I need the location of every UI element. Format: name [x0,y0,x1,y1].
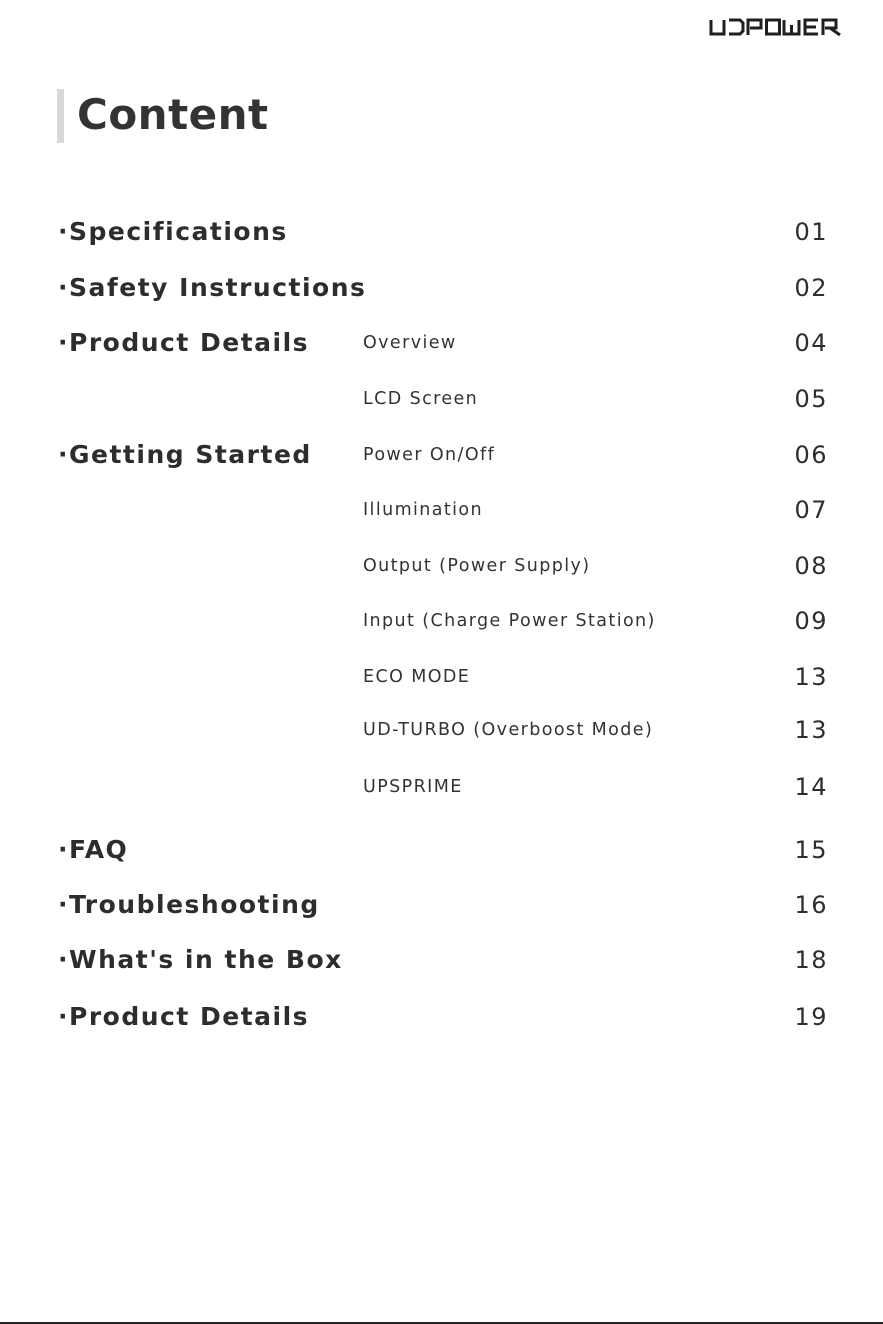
toc-section-title: ·Product Details [58,328,310,357]
toc-row [0,769,883,805]
toc-page-number: 18 [794,946,828,974]
toc-page-number: 02 [794,274,828,302]
toc-page-number: 08 [794,552,828,580]
toc-row [0,437,883,473]
toc-section-title: ·What's in the Box [58,945,343,974]
toc-row [0,548,883,584]
toc-page-number: 07 [794,496,828,524]
toc-subsection-title: Power On/Off [363,445,496,465]
toc-page-number: 13 [794,663,828,691]
toc-row [0,887,883,923]
toc-subsection-title: Output (Power Supply) [363,556,591,576]
toc-page-number: 13 [794,716,828,744]
toc-page-number: 01 [794,218,828,246]
toc-section-title: ·FAQ [58,835,129,864]
toc-row [0,999,883,1035]
toc-page-number: 19 [794,1003,828,1031]
toc-subsection-title: Overview [363,333,457,353]
toc-row [0,270,883,306]
toc-row [0,659,883,695]
toc-row [0,603,883,639]
toc-row [0,214,883,250]
toc-page-number: 06 [794,441,828,469]
toc-page-number: 05 [794,385,828,413]
toc-subsection-title: UD-TURBO (Overboost Mode) [363,720,654,740]
toc-subsection-title: Input (Charge Power Station) [363,611,656,631]
page-title: Content [77,90,269,139]
toc-section-title: ·Specifications [58,217,288,246]
toc-row [0,832,883,868]
toc-row [0,712,883,748]
toc-section-title: ·Troubleshooting [58,890,320,919]
toc-row [0,325,883,361]
toc-subsection-title: ECO MODE [363,667,471,687]
toc-page-number: 14 [794,773,828,801]
toc-subsection-title: UPSPRIME [363,777,463,797]
toc-section-title: ·Getting Started [58,440,312,469]
toc-page-number: 15 [794,836,828,864]
toc-page-number: 04 [794,329,828,357]
toc-page-number: 09 [794,607,828,635]
toc-section-title: ·Product Details [58,1002,310,1031]
toc-page-number: 16 [794,891,828,919]
toc-subsection-title: Illumination [363,500,484,520]
toc-row [0,381,883,417]
toc-subsection-title: LCD Screen [363,389,479,409]
toc-row [0,492,883,528]
toc-row [0,942,883,978]
title-accent-bar [57,89,64,143]
toc-section-title: ·Safety Instructions [58,273,367,302]
udpower-logo [709,17,845,37]
